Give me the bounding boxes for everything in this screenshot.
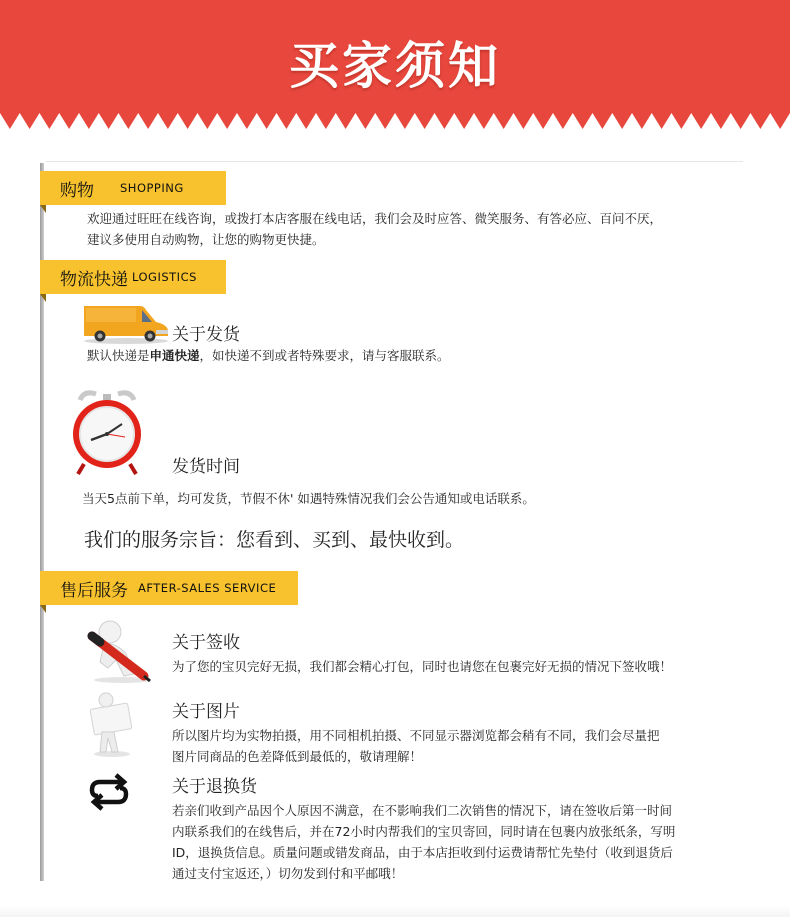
top-divider — [46, 161, 743, 162]
section-title-cn: 购物 — [60, 180, 94, 201]
returns-text-line: 通过支付宝返还，）切勿发到付和平邮哦！ — [172, 866, 404, 881]
returns-text-line: 若亲们收到产品因个人原因不满意，在不影响我们二次销售的情况下，请在签收后第一时间 — [172, 803, 673, 818]
header-banner — [0, 0, 790, 130]
section-title-cn: 售后服务 — [60, 580, 128, 601]
alarm-clock-icon — [70, 388, 144, 478]
bottom-fade — [0, 905, 790, 917]
shipping-text-prefix: 默认快递是 — [87, 348, 150, 363]
section-title-en: SHOPPING — [120, 181, 184, 195]
figure-with-pen-icon — [86, 618, 156, 684]
shopping-text-line-1: 欢迎通过旺旺在线咨询，或拨打本店客服在线电话，我们会及时应答、微笑服务、有答必应、百问不厌， — [87, 211, 663, 226]
figure-holding-sign-icon — [88, 692, 136, 758]
shopping-text — [87, 208, 747, 250]
shipping-title: 关于发货 — [172, 325, 240, 345]
shopping-text-line-2: 建议多使用自动购物，让您的购物更快捷。 — [87, 232, 325, 247]
pictures-title: 关于图片 — [172, 702, 240, 722]
section-title-en: LOGISTICS — [132, 270, 197, 284]
ribbon-fold — [40, 205, 46, 213]
delivery-van-icon — [80, 302, 172, 344]
courier-name: 申通快递 — [149, 348, 200, 363]
section-header-after-sales — [40, 571, 298, 605]
banner-title: 买家须知 — [289, 37, 501, 95]
section-header-logistics — [40, 260, 226, 294]
shipping-text — [87, 345, 747, 366]
section-title-cn: 物流快递 — [60, 269, 128, 290]
ship-time-text: 当天5点前下单，均可发货，节假不休' 如遇特殊情况我们会公告通知或电话联系。 — [82, 491, 535, 506]
pictures-text-line: 图片同商品的色差降低到最低的，敬请理解！ — [172, 749, 423, 764]
signing-text: 为了您的宝贝完好无损，我们都会精心打包，同时也请您在包裹完好无损的情况下签收哦！ — [172, 659, 673, 674]
returns-title: 关于退换货 — [172, 777, 257, 797]
returns-text-line: 内联系我们的在线售后，并在72小时内帮我们的宝贝寄回，同时请在包裹内放张纸条，写明 — [172, 824, 676, 839]
returns-text-line: ID，退换货信息。质量问题或错发商品，由于本店拒收到付运费请帮忙先垫付（收到退货后 — [172, 845, 673, 860]
pictures-text-line: 所以图片均为实物拍摄，用不同相机拍摄、不同显示器浏览都会稍有不同，我们会尽量把 — [172, 728, 660, 743]
section-header-shopping — [40, 171, 226, 205]
section-title-en: AFTER-SALES SERVICE — [138, 581, 277, 595]
ribbon-fold — [40, 605, 46, 613]
signing-title: 关于签收 — [172, 633, 240, 653]
pictures-text — [172, 725, 752, 767]
returns-text — [172, 800, 752, 884]
service-slogan: 我们的服务宗旨：您看到、买到、最快收到。 — [84, 529, 465, 551]
return-arrows-icon — [88, 772, 130, 812]
shipping-text-suffix: ，如快递不到或者特殊要求，请与客服联系。 — [199, 348, 450, 363]
ribbon-fold — [40, 294, 46, 302]
ship-time-title: 发货时间 — [172, 457, 240, 477]
